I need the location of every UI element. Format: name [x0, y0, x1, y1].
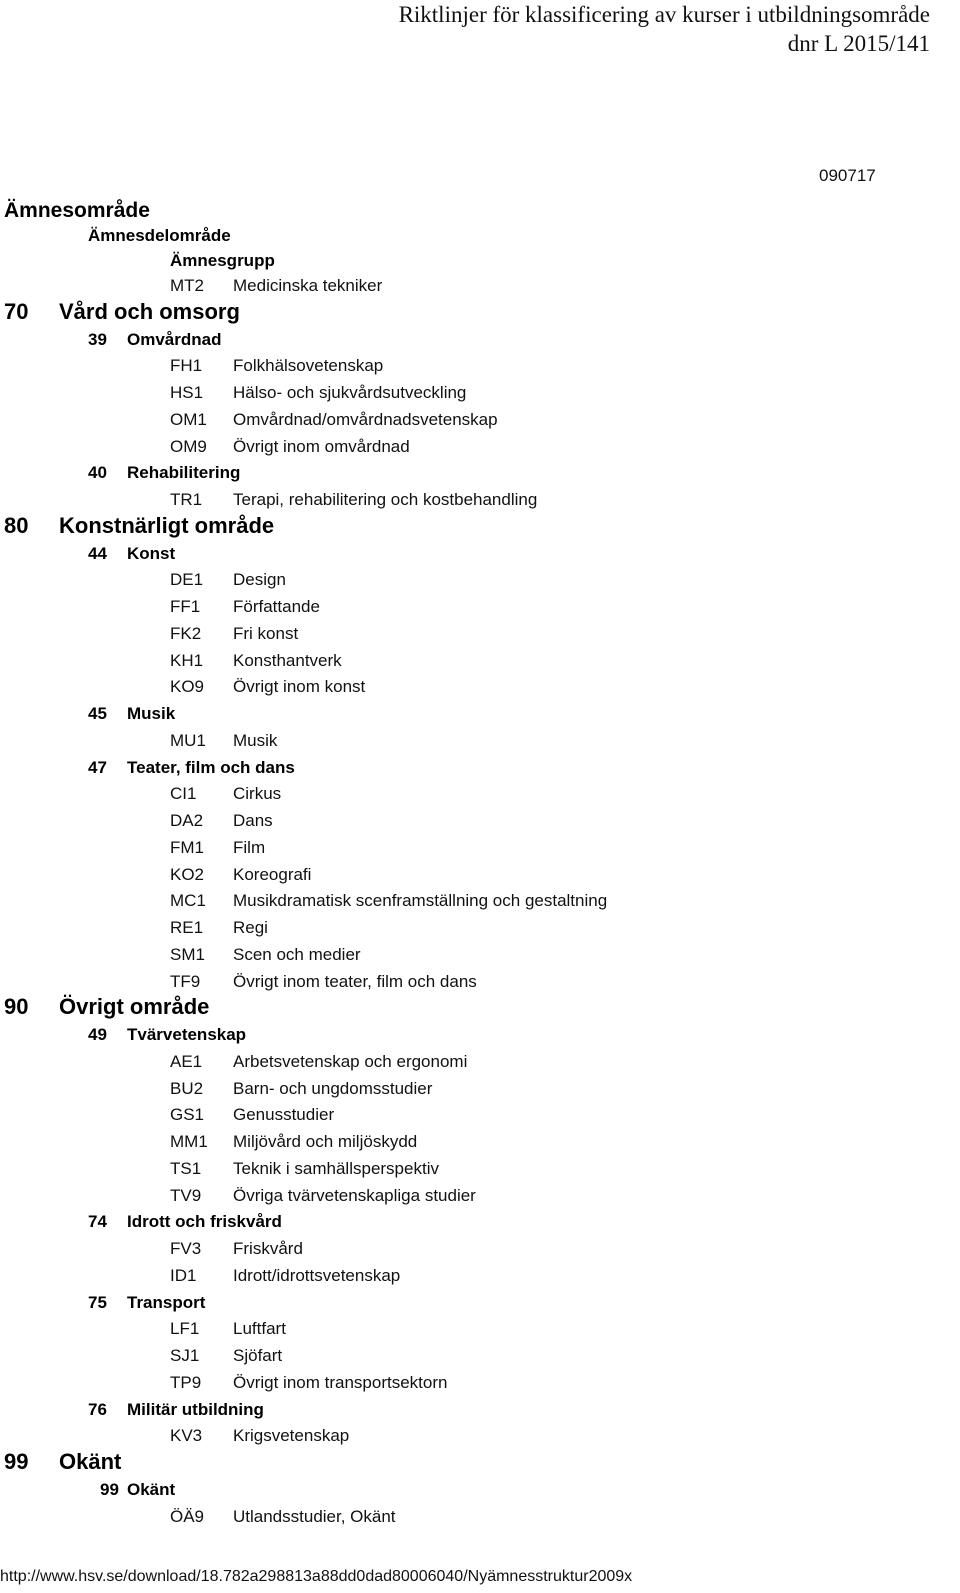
group-name: Krigsvetenskap: [233, 1426, 350, 1446]
subarea-name: Konst: [127, 543, 176, 563]
group-name: Fri konst: [233, 623, 299, 643]
area-code: 70: [4, 298, 29, 324]
subarea-name: Tvärvetenskap: [127, 1025, 247, 1044]
subarea-name: Teater, film och dans: [127, 757, 295, 777]
group-name: Friskvård: [233, 1239, 303, 1258]
group-code: TS1: [170, 1158, 202, 1178]
subarea-name: Rehabilitering: [127, 463, 241, 483]
subarea-code: 45: [88, 704, 107, 723]
group-code: DA2: [170, 811, 204, 830]
subarea-code: 44: [88, 543, 107, 563]
group-name: Design: [233, 570, 286, 590]
group-code: FH1: [170, 356, 203, 376]
group-code: OM9: [170, 436, 207, 456]
date-code: 090717: [819, 166, 876, 185]
group-code: TP9: [170, 1372, 202, 1392]
area-name: Vård och omsorg: [59, 298, 240, 324]
group-code: BU2: [170, 1078, 204, 1098]
group-name: Omvårdnad/omvårdnadsvetenskap: [233, 409, 498, 429]
group-name: Dans: [233, 811, 273, 830]
group-code: SJ1: [170, 1346, 200, 1365]
group-name: Övrigt inom teater, film och dans: [233, 971, 477, 991]
group-code: FF1: [170, 597, 201, 616]
group-code: MM1: [170, 1132, 208, 1151]
group-code: SM1: [170, 944, 205, 964]
group-code: ÖÄ9: [170, 1506, 205, 1526]
area-code: 90: [4, 994, 29, 1020]
group-name: Konsthantverk: [233, 650, 342, 670]
group-name: Teknik i samhällsperspektiv: [233, 1158, 439, 1178]
subarea-code: 74: [88, 1212, 107, 1232]
group-name: Regi: [233, 918, 268, 937]
group-name: Övrigt inom omvårdnad: [233, 436, 410, 456]
subarea-code: 75: [88, 1292, 107, 1312]
group-code: KO9: [170, 677, 205, 697]
group-name: Hälso- och sjukvårdsutveckling: [233, 383, 467, 402]
group-name: Cirkus: [233, 784, 282, 804]
subarea-name: Militär utbildning: [127, 1399, 264, 1419]
subarea-code: 99: [100, 1479, 119, 1499]
legend-area: Ämnesområde: [4, 199, 150, 222]
group-name: Musikdramatisk scenframställning och gestaltning: [233, 891, 608, 911]
group-code: MT2: [170, 276, 204, 295]
subarea-code: 47: [88, 757, 107, 777]
group-name: Miljövård och miljöskydd: [233, 1132, 418, 1151]
group-code: AE1: [170, 1051, 203, 1071]
group-name: Musik: [233, 730, 278, 750]
group-name: Utlandsstudier, Okänt: [233, 1506, 396, 1526]
group-code: KH1: [170, 650, 204, 670]
group-code: TF9: [170, 971, 201, 991]
subarea-name: Omvårdnad: [127, 329, 222, 349]
area-code: 99: [4, 1449, 29, 1474]
subarea-name: Transport: [127, 1292, 206, 1312]
group-code: RE1: [170, 918, 204, 937]
document-header: [399, 0, 930, 58]
group-code: FM1: [170, 837, 204, 857]
area-name: Konstnärligt område: [59, 512, 275, 538]
group-name: Luftfart: [233, 1319, 286, 1339]
group-name: Barn- och ungdomsstudier: [233, 1078, 433, 1098]
group-code: TV9: [170, 1185, 202, 1205]
group-code: DE1: [170, 570, 204, 590]
group-name: Övriga tvärvetenskapliga studier: [233, 1185, 476, 1205]
subarea-code: 49: [88, 1025, 107, 1044]
area-name: Okänt: [59, 1449, 122, 1474]
group-name: Terapi, rehabilitering och kostbehandling: [233, 490, 538, 509]
group-code: GS1: [170, 1105, 205, 1125]
group-code: KV3: [170, 1426, 203, 1446]
group-code: MC1: [170, 891, 206, 911]
group-name: Film: [233, 837, 266, 857]
group-code: KO2: [170, 864, 205, 884]
group-code: HS1: [170, 383, 204, 402]
subarea-code: 40: [88, 463, 107, 483]
footer-url: http://www.hsv.se/download/18.782a298813a88dd0dad80006040/Nyämnesstruktur2009x: [0, 1568, 633, 1585]
group-name: Arbetsvetenskap och ergonomi: [233, 1051, 468, 1071]
subarea-name: Musik: [127, 704, 176, 723]
group-name: Idrott/idrottsvetenskap: [233, 1265, 401, 1285]
group-code: FK2: [170, 623, 202, 643]
group-name: Författande: [233, 597, 320, 616]
group-code: TR1: [170, 490, 203, 509]
group-name: Sjöfart: [233, 1346, 283, 1365]
group-name: Genusstudier: [233, 1105, 335, 1125]
subarea-name: Okänt: [127, 1479, 176, 1499]
area-code: 80: [4, 512, 29, 538]
group-name: Koreografi: [233, 864, 312, 884]
area-name: Övrigt område: [59, 994, 210, 1020]
group-code: MU1: [170, 730, 206, 750]
subarea-code: 39: [88, 329, 107, 349]
group-code: LF1: [170, 1319, 200, 1339]
group-name: Övrigt inom transportsektorn: [233, 1372, 448, 1392]
subarea-name: Idrott och friskvård: [127, 1212, 282, 1232]
subarea-code: 76: [88, 1399, 107, 1419]
legend-subarea: Ämnesdelområde: [88, 226, 231, 245]
header-reference: dnr L 2015/141: [787, 31, 930, 56]
group-code: FV3: [170, 1239, 202, 1258]
group-name: Medicinska tekniker: [233, 276, 383, 295]
group-name: Övrigt inom konst: [233, 677, 366, 697]
group-code: ID1: [170, 1265, 197, 1285]
group-name: Scen och medier: [233, 944, 361, 964]
group-name: Folkhälsovetenskap: [233, 356, 384, 376]
legend-group: Ämnesgrupp: [170, 251, 275, 270]
header-title: Riktlinjer för klassificering av kurser i utbildningsområde: [398, 2, 930, 27]
group-code: CI1: [170, 784, 197, 804]
group-code: OM1: [170, 409, 207, 429]
